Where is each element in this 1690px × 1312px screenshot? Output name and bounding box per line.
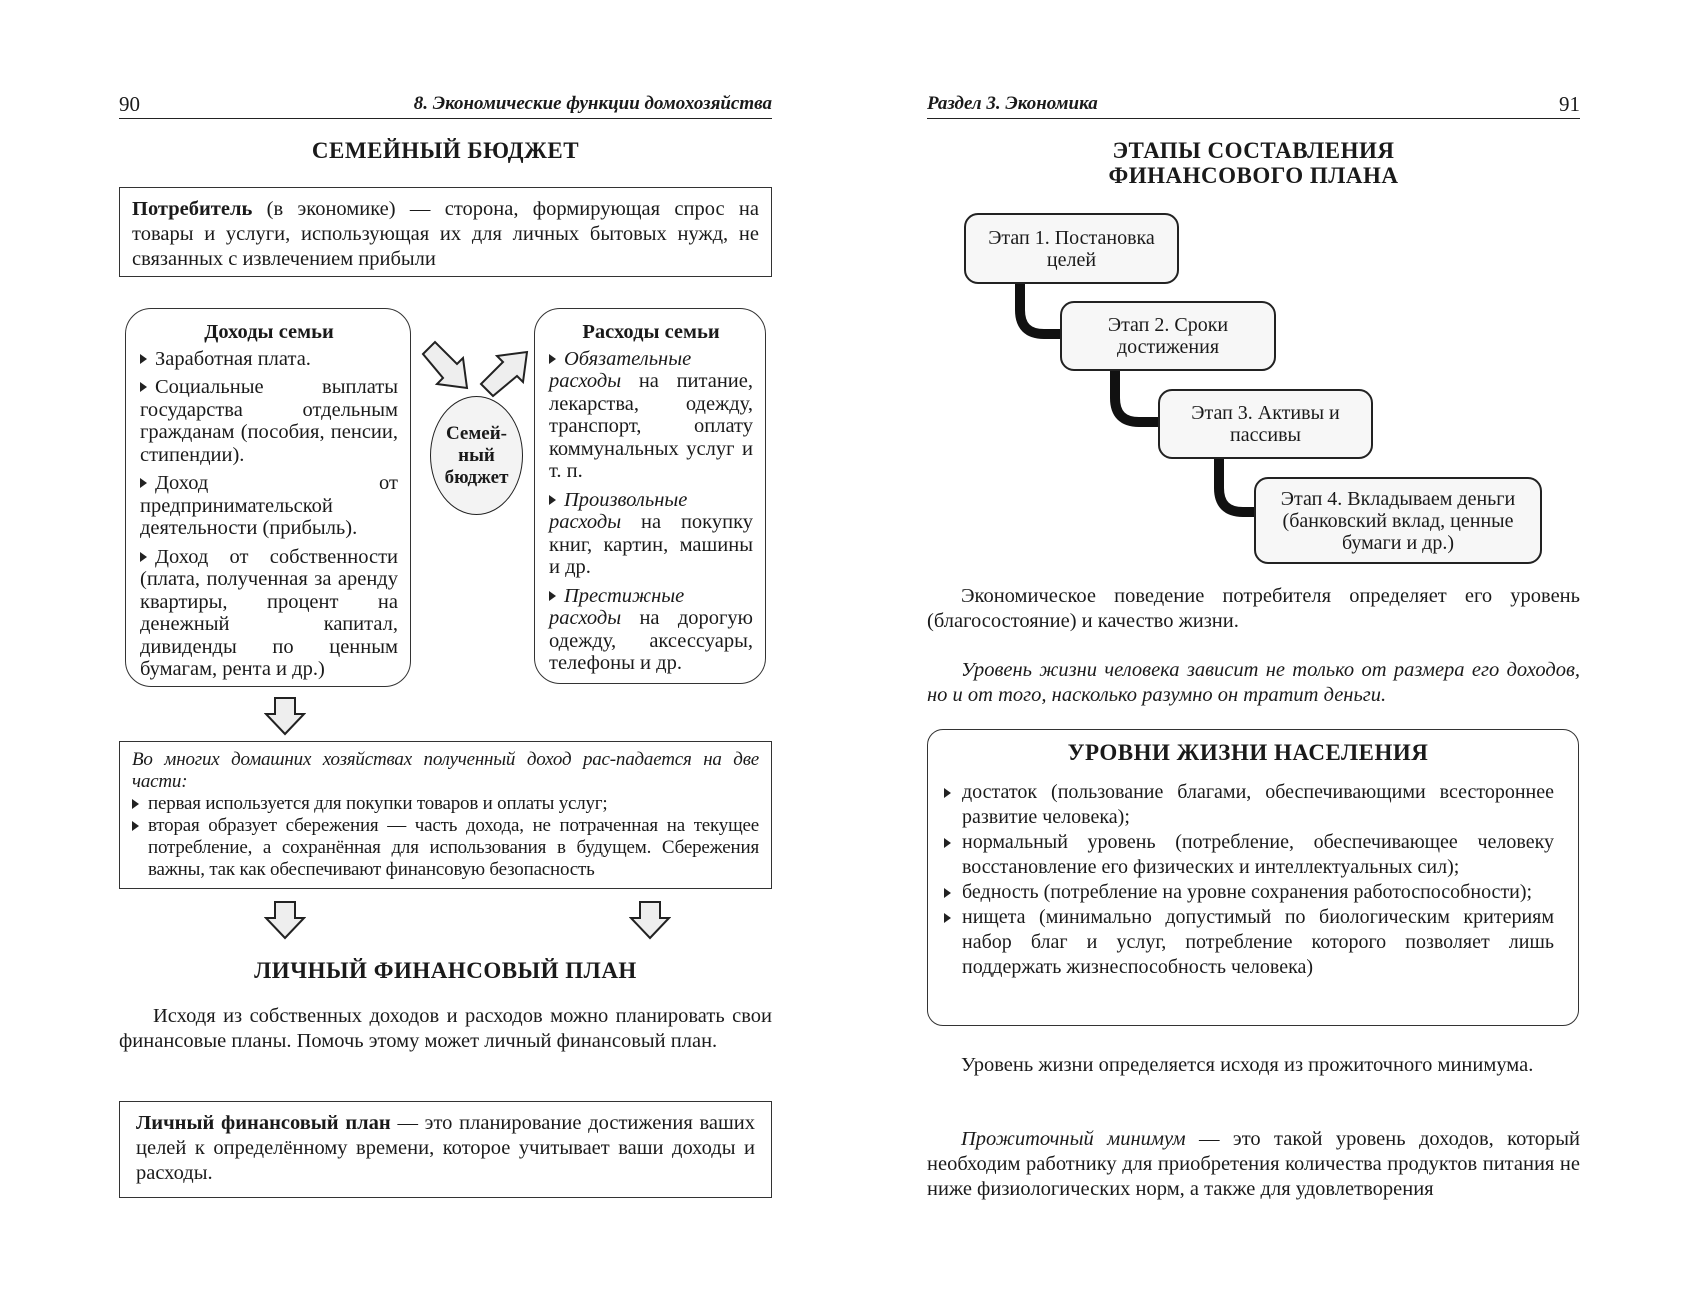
page-number-left: 90 bbox=[119, 92, 140, 116]
arrow-down-icon bbox=[629, 900, 671, 940]
split-item: первая используется для покупки товаров и оплаты услуг; bbox=[132, 793, 759, 815]
expense-item: Произвольные расходы на покупку книг, картин, машины и др. bbox=[549, 488, 753, 578]
arrow-down-icon bbox=[264, 696, 306, 736]
level-item: нормальный уровень (потребление, обеспечивающее человеку восстановление его физических и интеллектуальных сил); bbox=[942, 830, 1554, 880]
stages-title-line1: ЭТАПЫ СОСТАВЛЕНИЯ bbox=[1112, 138, 1395, 163]
income-item: Заработная плата. bbox=[140, 348, 398, 371]
stage-1: Этап 1. Постановка целей bbox=[964, 213, 1179, 284]
split-intro: Во многих домашних хозяйствах полученный доход рас-падается на две части: bbox=[132, 749, 759, 792]
income-item: Социальные выплаты государства отдельным гражданам (пособия, пенсии, стипендии). bbox=[140, 376, 398, 466]
definition-text: (в экономике) — сторона, формирующая спрос на товары и услуги, использующая их для личных бытовых нужд, не связанных с извлечением прибыли bbox=[132, 198, 759, 270]
expense-item: Престижные расходы на дорогую одежду, аксессуары, телефоны и др. bbox=[549, 584, 753, 674]
level-item: бедность (потребление на уровне сохранения работоспособности); bbox=[942, 880, 1554, 905]
stage-3: Этап 3. Активы и пассивы bbox=[1158, 389, 1373, 459]
paragraph-text: — это такой уровень доходов, который необходим работнику для приобретения количества продуктов питания не ниже физиологических норм, а также для удовлетворения bbox=[927, 1128, 1580, 1200]
term: Личный финансовый план bbox=[136, 1112, 391, 1134]
income-heading: Доходы семьи bbox=[204, 321, 334, 343]
paragraph: Исходя из собственных доходов и расходов можно планировать свои финансовые планы. Помочь этому может личный финансовый план. bbox=[119, 1005, 772, 1052]
bullet-icon bbox=[944, 838, 951, 848]
definition-text: — это планирование достижения ваших целей к определённому времени, которое учитывает ваши доходы и расходы. bbox=[136, 1112, 756, 1184]
section-title-2: ЛИЧНЫЙ ФИНАНСОВЫЙ ПЛАН bbox=[254, 958, 637, 983]
bullet-icon bbox=[944, 913, 951, 923]
paragraph-4 bbox=[927, 1127, 1580, 1202]
arrow-down-icon bbox=[264, 900, 306, 940]
income-item: Доход от собственности (плата, полученная за аренду квартиры, процент на денежный капитал, дивиденды по ценным бумагам, рента и др.) bbox=[140, 545, 398, 680]
running-head-right: Раздел 3. Экономика bbox=[927, 93, 1098, 114]
paragraph-2: Уровень жизни человека зависит не только от размера его доходов, но и от того, насколько разумно он тратит деньги. bbox=[927, 659, 1580, 706]
bullet-icon bbox=[132, 821, 139, 831]
bullet-icon bbox=[944, 788, 951, 798]
expense-item: Обязательные расходы на питание, лекарства, одежду, транспорт, оплату коммунальных услуг и т. п. bbox=[549, 347, 753, 482]
living-levels-box bbox=[927, 729, 1579, 1026]
bullet-icon bbox=[132, 799, 139, 809]
term: Прожиточный минимум bbox=[961, 1128, 1186, 1150]
expenses-heading: Расходы семьи bbox=[582, 321, 720, 343]
levels-heading: УРОВНИ ЖИЗНИ НАСЕЛЕНИЯ bbox=[1067, 740, 1429, 765]
paragraph-1: Экономическое поведение потребителя определяет его уровень (благосостояние) и качество жизни. bbox=[927, 585, 1580, 632]
bullet-icon bbox=[944, 888, 951, 898]
definition-box-2 bbox=[119, 1101, 772, 1198]
term: Потребитель bbox=[132, 198, 253, 220]
running-head-left: 8. Экономические функции домохозяйства bbox=[413, 93, 772, 114]
page-number-right: 91 bbox=[1559, 92, 1580, 116]
stage-4: Этап 4. Вкладываем деньги (банковский вклад, ценные бумаги и др.) bbox=[1254, 477, 1542, 564]
family-budget-ellipse: Семей-ный бюджет bbox=[430, 396, 523, 515]
stages-title-line2: ФИНАНСОВОГО ПЛАНА bbox=[1108, 163, 1399, 188]
level-item: нищета (минимально допустимый по биологическим критериям набор благ и услуг, потребление которого позволяет лишь поддержать жизнеспособность человека) bbox=[942, 905, 1554, 980]
section-title: СЕМЕЙНЫЙ БЮДЖЕТ bbox=[311, 138, 580, 163]
level-item: достаток (пользование благами, обеспечивающими всестороннее развитие человека); bbox=[942, 780, 1554, 830]
stage-2: Этап 2. Сроки достижения bbox=[1060, 301, 1276, 371]
split-item: вторая образует сбережения — часть дохода, не потраченная на текущее потребление, а сохранённая для использования в будущем. Сбережения важны, так как обеспечивают финансовую безопасность bbox=[132, 815, 759, 881]
income-item: Доход от предпринимательской деятельности (прибыль). bbox=[140, 472, 398, 539]
paragraph-3: Уровень жизни определяется исходя из прожиточного минимума. bbox=[961, 1054, 1534, 1076]
income-split-box bbox=[119, 741, 772, 889]
